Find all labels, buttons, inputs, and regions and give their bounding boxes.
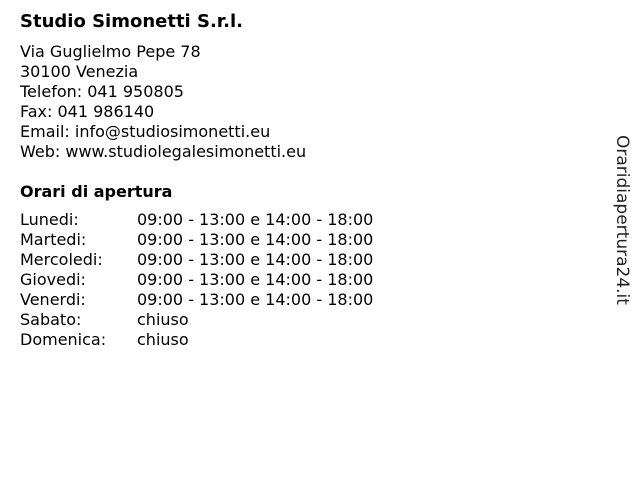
watermark-sidebar [610,135,634,310]
time-value: 09:00 - 13:00 e 14:00 - 18:00 [137,230,374,249]
hours-row-saturday [20,310,600,330]
time-value: chiuso [137,310,189,329]
day-label: Venerdi: [20,290,86,309]
fax-line: Fax: 041 986140 [20,102,155,121]
opening-hours-title: Orari di apertura [20,182,173,201]
day-label: Domenica: [20,330,107,349]
time-value: 09:00 - 13:00 e 14:00 - 18:00 [137,270,374,289]
web-line: Web: www.studiolegalesimonetti.eu [20,142,307,161]
address-line-1: Via Guglielmo Pepe 78 [20,42,201,61]
time-value: 09:00 - 13:00 e 14:00 - 18:00 [137,250,374,269]
time-value: 09:00 - 13:00 e 14:00 - 18:00 [137,290,374,309]
hours-row-friday [20,290,600,310]
time-value: chiuso [137,330,189,349]
day-label: Mercoledi: [20,250,103,269]
business-name: Studio Simonetti S.r.l. [20,11,243,32]
time-value: 09:00 - 13:00 e 14:00 - 18:00 [137,210,374,229]
hours-row-monday [20,210,600,230]
hours-row-sunday [20,330,600,350]
phone-line: Telefon: 041 950805 [20,82,184,101]
day-label: Martedi: [20,230,87,249]
day-label: Lunedi: [20,210,79,229]
day-label: Sabato: [20,310,82,329]
opening-hours-table [20,210,600,350]
business-card [20,10,600,350]
site-watermark: Oraridiapertura24.it [612,135,632,305]
hours-row-wednesday [20,250,600,270]
day-label: Giovedi: [20,270,86,289]
email-line: Email: info@studiosimonetti.eu [20,122,271,141]
address-line-2: 30100 Venezia [20,62,139,81]
hours-row-tuesday [20,230,600,250]
hours-row-thursday [20,270,600,290]
